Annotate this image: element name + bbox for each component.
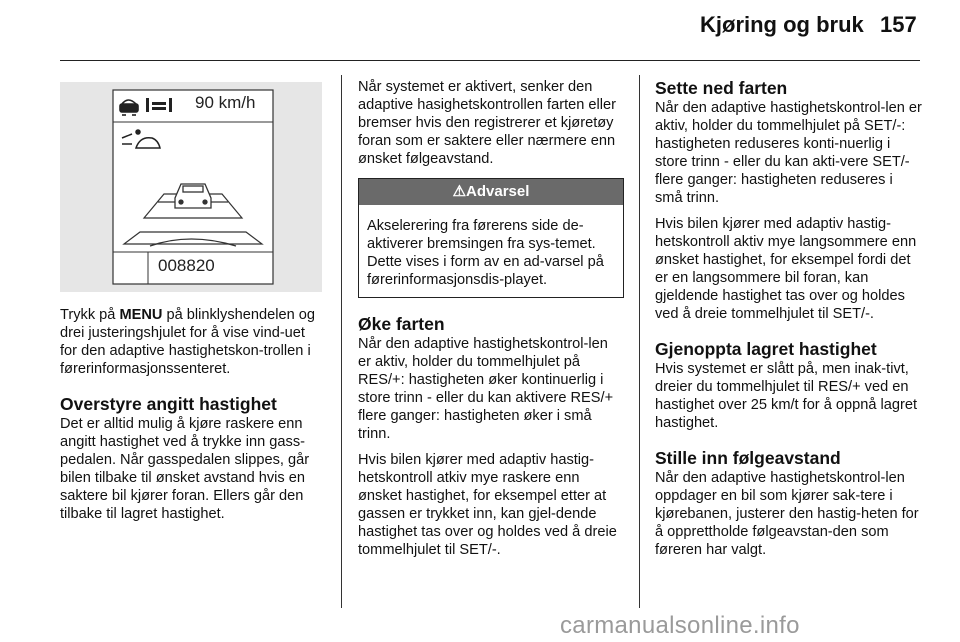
section-heading: Overstyre angitt hastighet (60, 394, 277, 414)
column-divider-right (639, 75, 640, 608)
section-body: Når den adaptive hastighetskontrol-len er aktiv, holder du tommelhjulet på RES/+: hastigheten øker kontinuerlig i store trinn - eller du kan aktivere RES/+ flere ganger: hastigheten øker i små trinn. (358, 336, 614, 442)
odometer-readout: 008820 (158, 256, 215, 275)
section-body: Hvis bilen kjører med adaptiv hastig-hetskontroll aktiv mye langsommere enn ønsket hastighet, for eksempel fordi det er en langsommere bil foran, kan gjeldende hastighet tas over og holdes ved å dreie tommelhjulet til SET/-. (655, 216, 917, 322)
section-body: Når den adaptive hastighetskontrol-len er aktiv, holder du tommelhjulet på SET/-: hastigheten reduseres konti-nuerlig i store trinn - eller du kan akti-vere SET/- flere ganger: hastigheten reduseres i små trinn. (655, 100, 922, 206)
car-graphic (175, 184, 211, 208)
column-divider-left (341, 75, 342, 608)
section-body: Hvis systemet er slått på, men inak-tivt, dreier du tommelhjulet til RES/+ ved en hastighet over 25 km/t for å oppnå lagret hastighet. (655, 361, 918, 431)
warning-header: ⚠Advarsel (359, 179, 623, 205)
column-2 (358, 78, 624, 567)
page-header-title: Kjøring og bruk (700, 12, 864, 37)
page-number: 157 (880, 12, 917, 37)
section-heading: Gjenoppta lagret hastighet (655, 339, 877, 359)
section-heading: Sette ned farten (655, 78, 788, 98)
warning-body: Akselerering fra førerens side de-aktiverer bremsingen fra sys-temet. Dette vises i form av en ad-varsel på førerinformasjonsdis-playet. (367, 218, 604, 288)
section-body: Når den adaptive hastighetskontrol-len oppdager en bil som kjører sak-tere i kjørebanen, justerer den hastig-heten for å opprettholde følgeavstan-den som føreren har valgt. (655, 470, 919, 558)
intro-paragraph: Når systemet er aktivert, senker den adaptive hasighetskontrollen farten eller bremser hvis den registrerer et kjøretøy foran som er saktere eller nærmere enn ønsket følgeavstand. (358, 79, 616, 167)
section-body: Det er alltid mulig å kjøre raskere enn angitt hastighet ved å trykke inn gass-pedalen. Når gasspedalen slippes, går bilen tilbake til ønsket avstand hvis en saktere bil kjører foran. Ellers går den tilbake til lagret hastighet. (60, 416, 310, 522)
column-3 (655, 78, 923, 567)
section-heading: Øke farten (358, 314, 445, 334)
column-1 (60, 78, 326, 531)
section-body: Hvis bilen kjører med adaptiv hastig-hetskontroll atkiv mye raskere enn ønsket hastighet, for eksempel etter at gassen er trykket inn, kan gjel-dende hastighet tas over og holdes ved å dreie tommelhjulet til SET/-. (358, 452, 617, 558)
section-heading: Stille inn følgeavstand (655, 448, 841, 468)
menu-label: MENU (119, 307, 163, 323)
instrument-cluster-figure (60, 82, 322, 292)
watermark-text: carmanualsonline.info (560, 612, 800, 639)
intro-paragraph: Trykk på MENU på blinklyshendelen og drei justeringshjulet for å vise vind-uet for den adaptive hastighetskon-trollen i førerinformasjonssenteret. (60, 307, 315, 377)
warning-triangle-icon: ⚠ (452, 183, 467, 200)
speed-readout: 90 km/h (195, 93, 256, 112)
header-rule (60, 60, 920, 61)
warning-box (358, 178, 624, 298)
